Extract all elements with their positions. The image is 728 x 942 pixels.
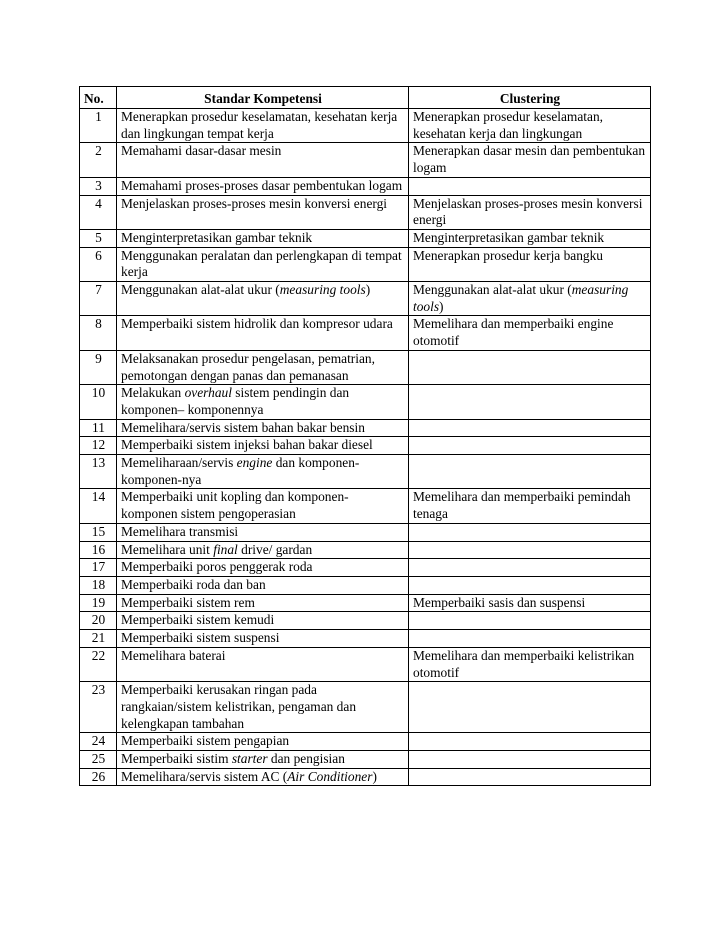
cell-text: Memperbaiki poros penggerak roda (121, 559, 313, 575)
clustering-cell (409, 109, 651, 143)
clustering-cell (409, 247, 651, 281)
clustering-cell (409, 647, 651, 681)
cell-text: Memperbaiki kerusakan ringan pada rangkaian/sistem kelistrikan, pengaman dan kelengkapan tambahan (121, 682, 357, 731)
row-number: 14 (80, 489, 117, 523)
row-number: 23 (80, 682, 117, 733)
cell-text: Memelihara unit (121, 541, 214, 557)
row-number: 4 (80, 195, 117, 229)
cell-text: Memperbaiki sistem hidrolik dan kompresor udara (121, 316, 393, 332)
cell-text: Memperbaiki sasis dan suspensi (413, 594, 586, 610)
table-row (80, 143, 651, 177)
row-number: 26 (80, 768, 117, 786)
italic-term: Air Conditioner (287, 768, 373, 784)
row-number: 6 (80, 247, 117, 281)
cell-text: Memperbaiki sistem kemudi (121, 612, 275, 628)
row-number: 22 (80, 647, 117, 681)
cell-text: Memelihara dan memperbaiki engine otomotif (413, 316, 614, 349)
standar-kompetensi-cell (117, 282, 409, 316)
table-row (80, 751, 651, 769)
clustering-cell (409, 523, 651, 541)
table-row (80, 489, 651, 523)
table-row (80, 541, 651, 559)
standar-kompetensi-cell (117, 630, 409, 648)
cell-text: ) (365, 282, 371, 298)
cell-text: Memelihara/servis sistem AC ( (121, 768, 288, 784)
cell-text: Memelihara baterai (121, 647, 226, 663)
table-row (80, 523, 651, 541)
cell-text: Memperbaiki sistim (121, 751, 232, 767)
table-row (80, 455, 651, 489)
clustering-cell (409, 559, 651, 577)
clustering-cell (409, 768, 651, 786)
clustering-cell (409, 751, 651, 769)
table-row (80, 647, 651, 681)
cell-text: Memahami proses-proses dasar pembentukan logam (121, 177, 403, 193)
cell-text: Menginterpretasikan gambar teknik (121, 229, 313, 245)
clustering-cell (409, 594, 651, 612)
table-row (80, 576, 651, 594)
row-number: 25 (80, 751, 117, 769)
table-row (80, 109, 651, 143)
italic-term: final (213, 541, 238, 557)
table-row (80, 282, 651, 316)
table-row (80, 733, 651, 751)
standar-kompetensi-cell (117, 229, 409, 247)
cell-text: Melakukan (121, 385, 185, 401)
row-number: 11 (80, 419, 117, 437)
standar-kompetensi-cell (117, 316, 409, 350)
row-number: 13 (80, 455, 117, 489)
standar-kompetensi-cell (117, 455, 409, 489)
row-number: 2 (80, 143, 117, 177)
standar-kompetensi-cell (117, 768, 409, 786)
cell-text: Menerapkan prosedur kerja bangku (413, 247, 603, 263)
standar-kompetensi-cell (117, 523, 409, 541)
row-number: 20 (80, 612, 117, 630)
standar-kompetensi-cell (117, 437, 409, 455)
cell-text: Menginterpretasikan gambar teknik (413, 229, 605, 245)
cell-text: ) (439, 298, 444, 314)
table-row (80, 559, 651, 577)
standar-kompetensi-cell (117, 195, 409, 229)
standar-kompetensi-cell (117, 419, 409, 437)
cell-text: Menggunakan alat-alat ukur ( (121, 282, 280, 298)
cell-text: Menjelaskan proses-proses mesin konversi energi (413, 195, 643, 228)
clustering-cell (409, 541, 651, 559)
cell-text: Memperbaiki sistem suspensi (121, 630, 280, 646)
clustering-cell (409, 195, 651, 229)
cell-text: sistem pendingin dan komponen– komponennya (121, 385, 350, 417)
clustering-cell (409, 229, 651, 247)
cell-text: dan pengisian (267, 751, 345, 767)
standar-kompetensi-cell (117, 751, 409, 769)
cell-text: Memeliharaan/servis (121, 455, 237, 471)
clustering-cell (409, 576, 651, 594)
cell-text: Memahami dasar-dasar mesin (121, 143, 282, 159)
cell-text: Memperbaiki unit kopling dan komponen-komponen sistem pengoperasian (121, 489, 349, 522)
cell-text: Melaksanakan prosedur pengelasan, pematrian, pemotongan dengan panas dan pemanasan (121, 350, 375, 383)
clustering-cell (409, 733, 651, 751)
row-number: 21 (80, 630, 117, 648)
clustering-cell (409, 455, 651, 489)
standar-kompetensi-cell (117, 350, 409, 384)
row-number: 1 (80, 109, 117, 143)
table-row (80, 385, 651, 419)
clustering-cell (409, 385, 651, 419)
row-number: 12 (80, 437, 117, 455)
cell-text: Memelihara transmisi (121, 523, 239, 539)
cell-text: Memperbaiki sistem pengapian (121, 733, 290, 749)
standar-kompetensi-cell (117, 733, 409, 751)
table-row (80, 229, 651, 247)
standar-kompetensi-cell (117, 576, 409, 594)
row-number: 10 (80, 385, 117, 419)
clustering-cell (409, 437, 651, 455)
cell-text: Menggunakan peralatan dan perlengkapan di tempat kerja (121, 247, 402, 280)
clustering-cell (409, 612, 651, 630)
cell-text: Menggunakan alat-alat ukur ( (413, 282, 572, 298)
italic-term: engine (236, 455, 273, 471)
cell-text: Memperbaiki sistem rem (121, 594, 255, 610)
clustering-cell (409, 143, 651, 177)
table-row (80, 594, 651, 612)
clustering-cell (409, 630, 651, 648)
row-number: 5 (80, 229, 117, 247)
standar-kompetensi-cell (117, 143, 409, 177)
standar-kompetensi-cell (117, 647, 409, 681)
table-header-row (80, 87, 651, 109)
italic-term: measuring tools (413, 282, 629, 314)
standar-kompetensi-cell (117, 247, 409, 281)
table-row (80, 316, 651, 350)
row-number: 18 (80, 576, 117, 594)
clustering-cell (409, 419, 651, 437)
row-number: 15 (80, 523, 117, 541)
standar-kompetensi-cell (117, 177, 409, 195)
row-number: 8 (80, 316, 117, 350)
row-number: 9 (80, 350, 117, 384)
cell-text: Memelihara/servis sistem bahan bakar bensin (121, 419, 365, 435)
clustering-cell (409, 316, 651, 350)
cell-text: Memperbaiki sistem injeksi bahan bakar diesel (121, 437, 373, 453)
clustering-cell (409, 282, 651, 316)
table-row (80, 768, 651, 786)
clustering-cell (409, 177, 651, 195)
italic-term: starter (231, 751, 268, 767)
row-number: 7 (80, 282, 117, 316)
standar-kompetensi-cell (117, 594, 409, 612)
standar-kompetensi-cell (117, 559, 409, 577)
cell-text: Menerapkan prosedur keselamatan, kesehatan kerja dan lingkungan tempat kerja (121, 109, 398, 141)
cell-text: Memelihara dan memperbaiki kelistrikan otomotif (413, 647, 635, 680)
standar-kompetensi-cell (117, 612, 409, 630)
cell-text: Memperbaiki roda dan ban (121, 576, 266, 592)
header-clustering: Clustering (409, 87, 651, 109)
header-standar-kompetensi: Standar Kompetensi (117, 87, 409, 109)
standar-kompetensi-cell (117, 541, 409, 559)
standar-kompetensi-cell (117, 682, 409, 733)
cell-text: Menjelaskan proses-proses mesin konversi energi (121, 195, 388, 211)
standar-kompetensi-cell (117, 385, 409, 419)
row-number: 17 (80, 559, 117, 577)
table-row (80, 350, 651, 384)
table-row (80, 419, 651, 437)
table-row (80, 195, 651, 229)
competency-table (79, 86, 651, 786)
table-row (80, 682, 651, 733)
row-number: 19 (80, 594, 117, 612)
cell-text: dan komponen-komponen-nya (121, 455, 360, 487)
italic-term: measuring tools (279, 282, 366, 298)
cell-text: drive/ gardan (237, 541, 313, 557)
row-number: 3 (80, 177, 117, 195)
cell-text: Menerapkan dasar mesin dan pembentukan logam (413, 143, 646, 176)
italic-term: overhaul (184, 385, 232, 401)
clustering-cell (409, 489, 651, 523)
standar-kompetensi-cell (117, 489, 409, 523)
table-row (80, 437, 651, 455)
cell-text: Memelihara dan memperbaiki pemindah tenaga (413, 489, 631, 522)
header-no: No. (80, 87, 117, 109)
row-number: 16 (80, 541, 117, 559)
table-row (80, 612, 651, 630)
clustering-cell (409, 682, 651, 733)
cell-text: ) (372, 768, 377, 784)
clustering-cell (409, 350, 651, 384)
table-row (80, 247, 651, 281)
standar-kompetensi-cell (117, 109, 409, 143)
table-row (80, 177, 651, 195)
table-body (80, 109, 651, 786)
cell-text: Menerapkan prosedur keselamatan, kesehatan kerja dan lingkungan (413, 109, 603, 141)
table-row (80, 630, 651, 648)
row-number: 24 (80, 733, 117, 751)
